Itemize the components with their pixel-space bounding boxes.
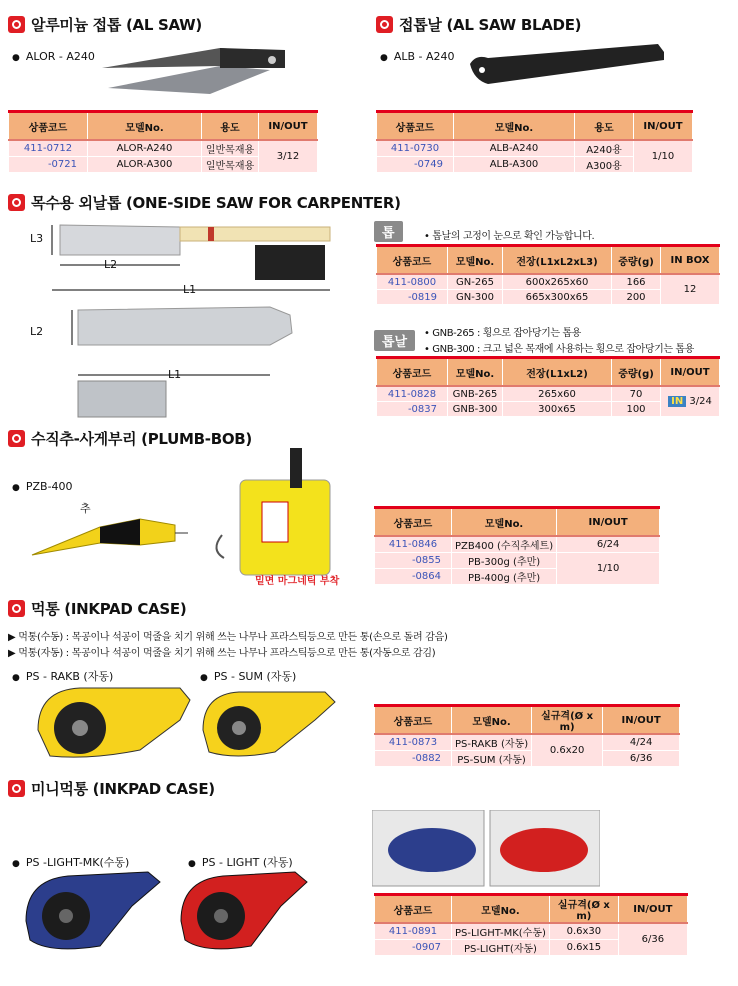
table-row bbox=[375, 734, 680, 751]
col-header: 모델No. bbox=[454, 112, 575, 141]
col-header: 상품코드 bbox=[377, 358, 448, 387]
col-header: IN/OUT bbox=[618, 895, 687, 924]
col-header: 모델No. bbox=[448, 358, 503, 387]
weight: 100 bbox=[612, 402, 661, 417]
inkpad-rakb-image bbox=[30, 680, 195, 765]
table-row bbox=[377, 386, 720, 402]
chalk-line-reel-image bbox=[210, 440, 340, 580]
weight: 70 bbox=[612, 386, 661, 402]
size: 300x65 bbox=[503, 402, 612, 417]
brand-logo-icon bbox=[8, 16, 25, 33]
section-title-mini-inkpad: 미니먹통 (INKPAD CASE) bbox=[8, 778, 215, 799]
col-header: 모델No. bbox=[448, 246, 503, 275]
size: 265x60 bbox=[503, 386, 612, 402]
in-out-value: 3/24 bbox=[689, 396, 712, 407]
size: 665x300x65 bbox=[503, 290, 612, 305]
col-header: 상품코드 bbox=[377, 246, 448, 275]
product-code: -0749 bbox=[377, 157, 454, 173]
in-out: 6/36 bbox=[603, 751, 680, 767]
al-blade-table bbox=[376, 110, 693, 173]
spec: 0.6x15 bbox=[549, 940, 618, 956]
col-header: 실규격(Ø x m) bbox=[549, 895, 618, 924]
col-header: 상품코드 bbox=[9, 112, 88, 141]
use: A300용 bbox=[575, 157, 634, 173]
model-no: GNB-300 bbox=[448, 402, 503, 417]
saw-note: • 톱날의 고정이 눈으로 확인 가능합니다. bbox=[424, 231, 595, 242]
product-code: -0882 bbox=[375, 751, 452, 767]
plumb-table bbox=[374, 506, 660, 585]
dim-l1: L1 bbox=[183, 283, 197, 296]
use: 일반목재용 bbox=[202, 140, 259, 157]
in-out: 3/12 bbox=[259, 140, 318, 173]
table-row bbox=[375, 923, 688, 940]
model-no: ALB-A240 bbox=[454, 140, 575, 157]
use: A240용 bbox=[575, 140, 634, 157]
weight: 200 bbox=[612, 290, 661, 305]
in-out bbox=[661, 386, 720, 417]
product-code: 411-0891 bbox=[375, 923, 452, 940]
col-header: IN/OUT bbox=[634, 112, 693, 141]
model-no: PS-LIGHT(자동) bbox=[452, 940, 550, 956]
brand-logo-icon bbox=[8, 600, 25, 617]
al-saw-table bbox=[8, 110, 318, 173]
carpenter-saw-diagram bbox=[30, 215, 350, 425]
col-header: 상품코드 bbox=[375, 508, 452, 537]
saw-tag: 톱 bbox=[374, 221, 403, 242]
col-header: 모델No. bbox=[452, 895, 550, 924]
model-no: ALOR-A240 bbox=[88, 140, 202, 157]
model-label: ● ALB - A240 bbox=[380, 50, 455, 63]
model-no: PS-SUM (자동) bbox=[452, 751, 532, 767]
model-label: ● PS -LIGHT-MK(수동) bbox=[12, 854, 129, 870]
model-no: GN-265 bbox=[448, 274, 503, 290]
product-code: -0837 bbox=[377, 402, 448, 417]
model-no: ALB-A300 bbox=[454, 157, 575, 173]
col-header: 모델No. bbox=[88, 112, 202, 141]
sawblade-table bbox=[376, 356, 720, 417]
product-code: -0819 bbox=[377, 290, 448, 305]
folding-saw-image bbox=[100, 38, 290, 98]
saw-blade-image bbox=[468, 40, 668, 90]
mini-inkpad-blue-image bbox=[20, 866, 170, 956]
section-title-carpenter-saw: 목수용 외날톱 (ONE-SIDE SAW FOR CARPENTER) bbox=[8, 192, 401, 213]
col-header: 전장(L1xL2) bbox=[503, 358, 612, 387]
col-header: IN/OUT bbox=[557, 508, 660, 537]
product-code: 411-0846 bbox=[375, 536, 452, 553]
col-header: 실규격(Ø x m) bbox=[532, 706, 603, 735]
table-row bbox=[9, 140, 318, 157]
model-no: ALOR-A300 bbox=[88, 157, 202, 173]
model-no: PB-300g (추만) bbox=[452, 553, 557, 569]
model-no: PS-LIGHT-MK(수동) bbox=[452, 923, 550, 940]
product-code: -0721 bbox=[9, 157, 88, 173]
col-header: IN/OUT bbox=[259, 112, 318, 141]
product-code: 411-0828 bbox=[377, 386, 448, 402]
weight-label: 추 bbox=[80, 502, 91, 515]
spec: 0.6x30 bbox=[549, 923, 618, 940]
model-label: ● PS - LIGHT (자동) bbox=[188, 854, 293, 870]
mini-inkpad-table bbox=[374, 893, 688, 956]
model-no: PB-400g (추만) bbox=[452, 569, 557, 585]
col-header: 전장(L1xL2xL3) bbox=[503, 246, 612, 275]
table-row bbox=[377, 274, 720, 290]
dim-l2: L2 bbox=[104, 258, 118, 271]
model-label: ● PS - RAKB (자동) bbox=[12, 668, 113, 684]
model-label: ● ALOR - A240 bbox=[12, 50, 95, 63]
model-no: GN-300 bbox=[448, 290, 503, 305]
table-row bbox=[377, 140, 693, 157]
magnet-note: 밑면 마그네틱 부착 bbox=[255, 576, 340, 587]
col-header: 모델No. bbox=[452, 508, 557, 537]
col-header: IN BOX bbox=[661, 246, 720, 275]
model-no: PS-RAKB (자동) bbox=[452, 734, 532, 751]
sawblade-note-1: • GNB-265 : 횡으로 잡아당기는 톱용 bbox=[424, 328, 581, 339]
brand-logo-icon bbox=[8, 780, 25, 797]
dim-l3: L3 bbox=[30, 232, 44, 245]
col-header: 용도 bbox=[202, 112, 259, 141]
col-header: IN/OUT bbox=[661, 358, 720, 387]
sawblade-tag: 톱날 bbox=[374, 330, 415, 351]
product-code: 411-0712 bbox=[9, 140, 88, 157]
col-header: 중량(g) bbox=[612, 246, 661, 275]
inkpad-sum-image bbox=[195, 680, 345, 765]
in-out: 6/24 bbox=[557, 536, 660, 553]
section-title-al-saw: 알루미늄 접톱 (AL SAW) bbox=[8, 14, 202, 35]
section-title-plumb-bob: 수직추-사게부리 (PLUMB-BOB) bbox=[8, 428, 252, 449]
in-out: 1/10 bbox=[557, 553, 660, 585]
mini-inkpad-photos bbox=[372, 810, 600, 888]
section-title-al-blade: 접톱날 (AL SAW BLADE) bbox=[376, 14, 581, 35]
brand-logo-icon bbox=[376, 16, 393, 33]
plumb-bob-image bbox=[30, 505, 190, 570]
product-code: 411-0730 bbox=[377, 140, 454, 157]
spec: 0.6x20 bbox=[532, 734, 603, 767]
in-box: 12 bbox=[661, 274, 720, 305]
section-title-inkpad: 먹통 (INKPAD CASE) bbox=[8, 598, 186, 619]
col-header: 상품코드 bbox=[377, 112, 454, 141]
table-row bbox=[375, 553, 660, 569]
inkpad-table bbox=[374, 704, 680, 767]
in-out: 6/36 bbox=[618, 923, 687, 956]
inkpad-desc-1: ▶ 먹통(수동) : 목공이나 석공이 먹줄을 치기 위해 쓰는 나무나 프라스틱등으로 만든 통(손으로 돌려 감음) bbox=[8, 632, 448, 643]
col-header: IN/OUT bbox=[603, 706, 680, 735]
model-label: ● PS - SUM (자동) bbox=[200, 668, 296, 684]
in-badge: IN bbox=[668, 396, 686, 407]
model-no: GNB-265 bbox=[448, 386, 503, 402]
table-row bbox=[375, 536, 660, 553]
mini-inkpad-red-image bbox=[175, 866, 315, 956]
col-header: 용도 bbox=[575, 112, 634, 141]
inkpad-desc-2: ▶ 먹통(자동) : 목공이나 석공이 먹줄을 치기 위해 쓰는 나무나 프라스틱등으로 만든 통(자동으로 감김) bbox=[8, 648, 436, 659]
col-header: 모델No. bbox=[452, 706, 532, 735]
col-header: 상품코드 bbox=[375, 706, 452, 735]
use: 일반목재용 bbox=[202, 157, 259, 173]
saw-table bbox=[376, 244, 720, 305]
dim-l1b: L1 bbox=[168, 368, 182, 381]
product-code: 411-0800 bbox=[377, 274, 448, 290]
brand-logo-icon bbox=[8, 194, 25, 211]
sawblade-note-2: • GNB-300 : 크고 넓은 목재에 사용하는 횡으로 잡아당기는 톱용 bbox=[424, 344, 694, 355]
product-code: -0907 bbox=[375, 940, 452, 956]
model-no: PZB400 (수직추세트) bbox=[452, 536, 557, 553]
product-code: -0855 bbox=[375, 553, 452, 569]
model-label: ● PZB-400 bbox=[12, 480, 73, 493]
brand-logo-icon bbox=[8, 430, 25, 447]
dim-l2b: L2 bbox=[30, 325, 44, 338]
in-out: 1/10 bbox=[634, 140, 693, 173]
size: 600x265x60 bbox=[503, 274, 612, 290]
table-row bbox=[375, 751, 680, 767]
in-out: 4/24 bbox=[603, 734, 680, 751]
weight: 166 bbox=[612, 274, 661, 290]
product-code: 411-0873 bbox=[375, 734, 452, 751]
col-header: 중량(g) bbox=[612, 358, 661, 387]
col-header: 상품코드 bbox=[375, 895, 452, 924]
product-code: -0864 bbox=[375, 569, 452, 585]
